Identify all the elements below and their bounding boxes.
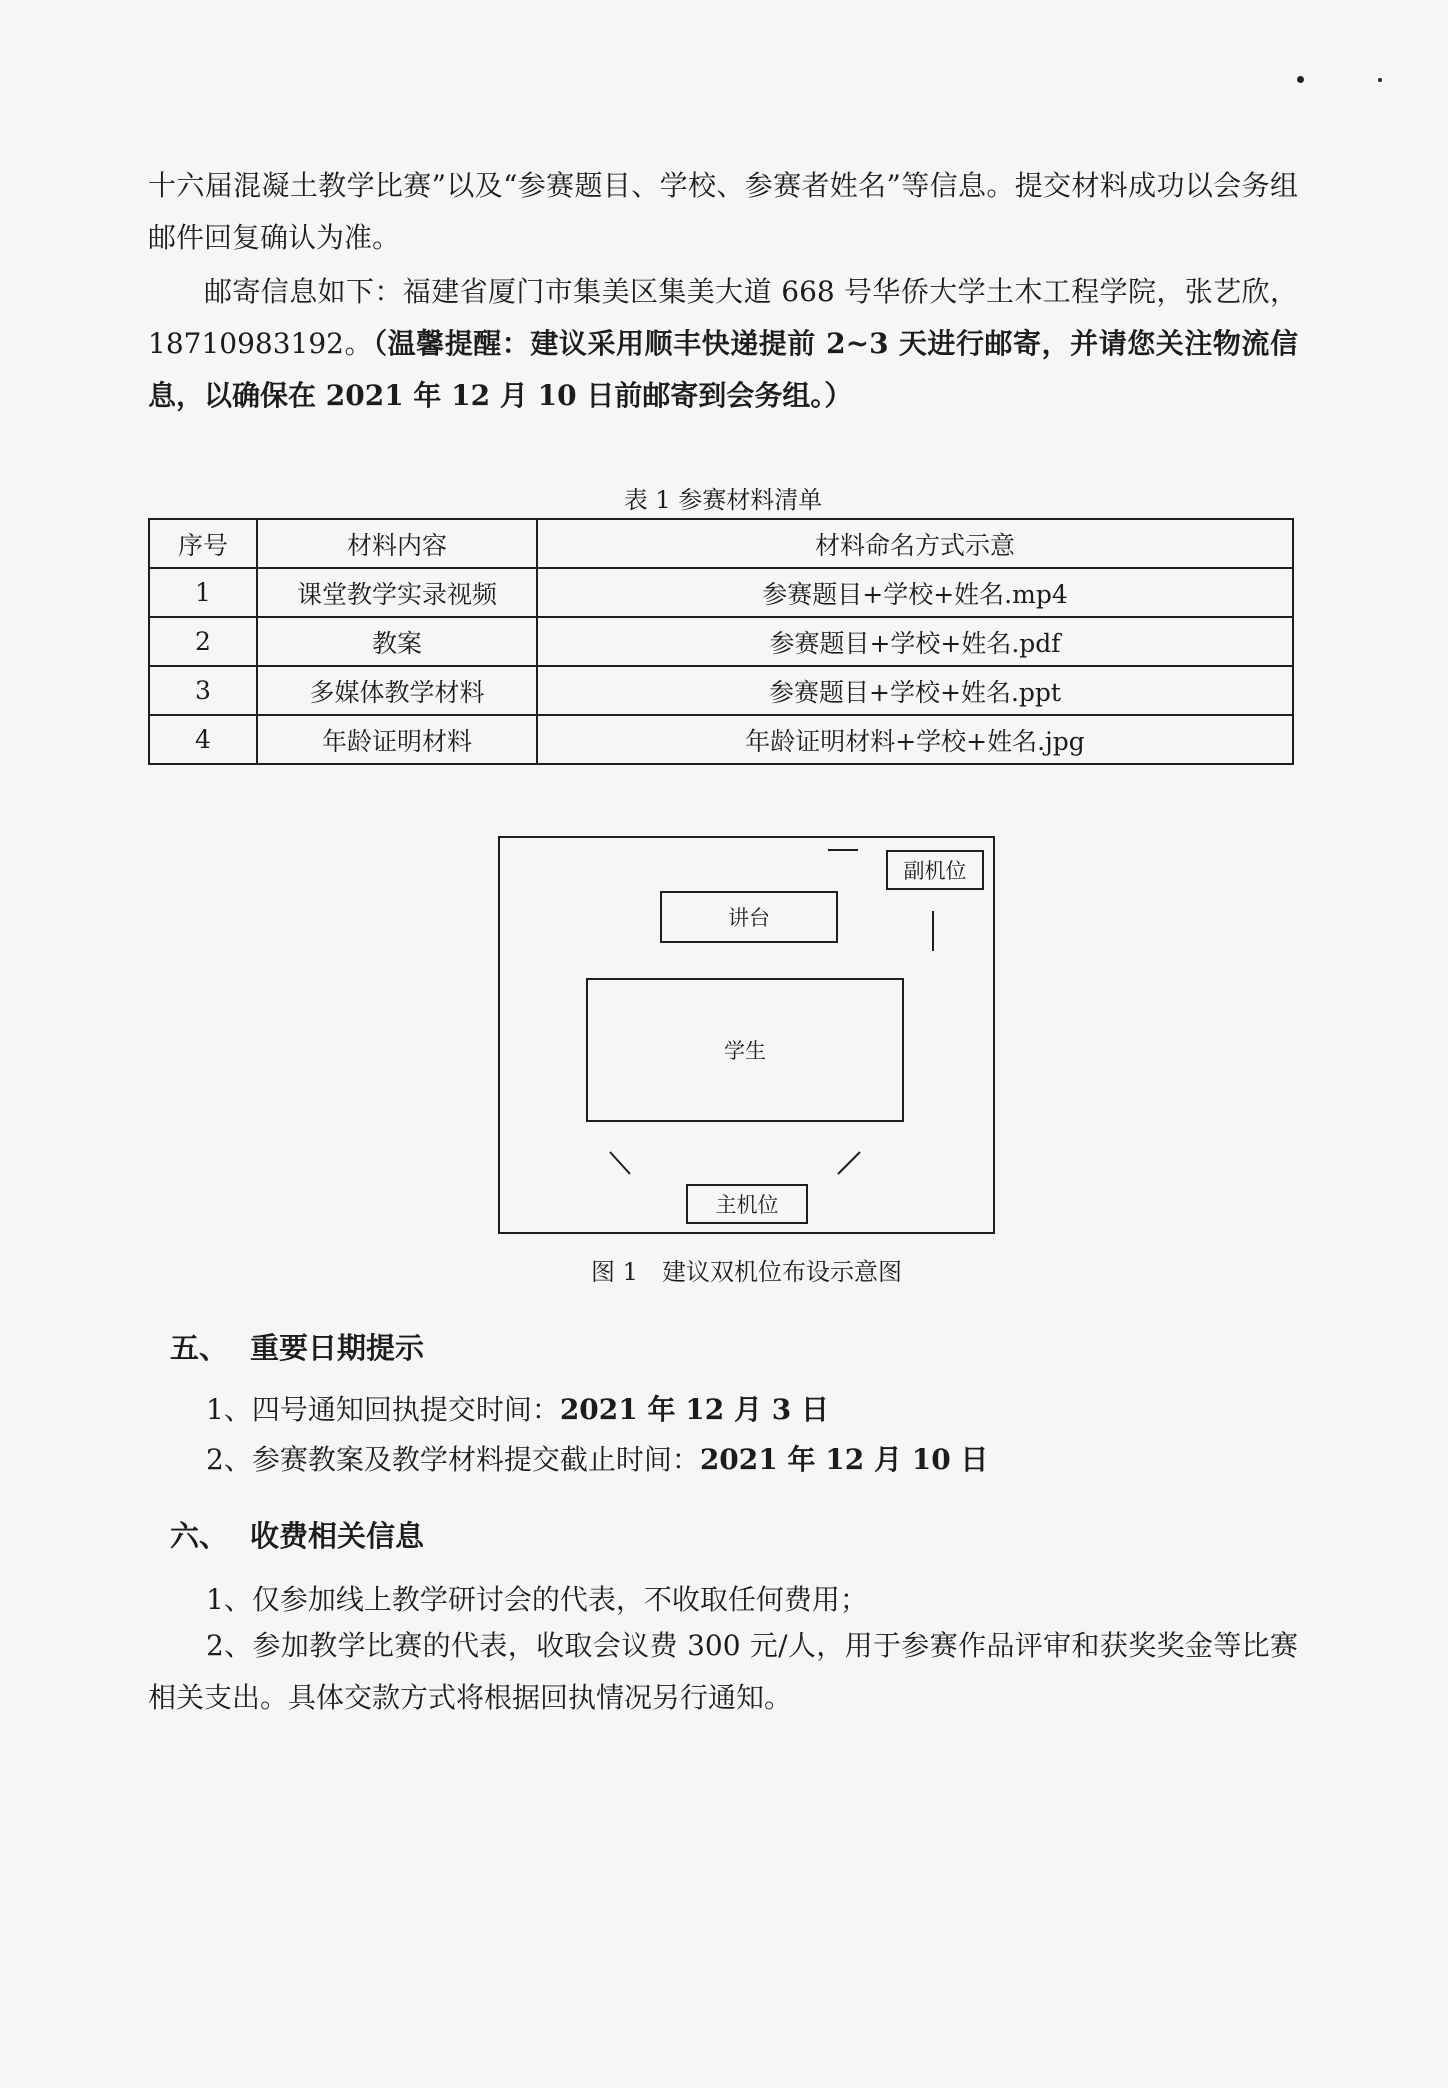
cell-naming: 参赛题目+学校+姓名.ppt <box>537 666 1293 715</box>
section-six-heading <box>170 1514 424 1555</box>
scan-speck <box>1297 76 1304 83</box>
materials-table <box>148 518 1294 765</box>
date-item-value: 2021 年 12 月 3 日 <box>559 1393 829 1426</box>
header-naming: 材料命名方式示意 <box>537 519 1293 568</box>
podium-box: 讲台 <box>660 891 838 943</box>
fee-item-2: 2、参加教学比赛的代表，收取会议费 300 元/人，用于参赛作品评审和获奖奖金等比赛相关支出。具体交款方式将根据回执情况另行通知。 <box>148 1629 1298 1714</box>
paragraph-submission-note: 十六届混凝土教学比赛”以及“参赛题目、学校、参赛者姓名”等信息。提交材料成功以会务组邮件回复确认为准。 <box>148 169 1298 254</box>
scan-speck <box>1378 78 1382 82</box>
date-item-label: 2、参赛教案及教学材料提交截止时间： <box>206 1443 700 1476</box>
mailing-reminder: （温馨提醒：建议采用顺丰快递提前 2~3 天进行邮寄，并请您关注物流信息，以确保在 2021 年 12 月 10 日前邮寄到会务组。） <box>148 327 1298 412</box>
cell-index: 2 <box>149 617 257 666</box>
cell-content: 多媒体教学材料 <box>257 666 537 715</box>
students-box: 学生 <box>586 978 904 1122</box>
table-row <box>149 568 1293 617</box>
paragraph-mailing-info <box>148 266 1298 422</box>
mailing-address: 邮寄信息如下：福建省厦门市集美区集美大道 668 号华侨大学土木工程学院，张艺欣，18710983192。 <box>148 275 1298 360</box>
cell-index: 3 <box>149 666 257 715</box>
date-item <box>206 1388 829 1428</box>
camera-view-line-right <box>838 1152 860 1174</box>
cell-content: 课堂教学实录视频 <box>257 568 537 617</box>
secondary-camera-box: 副机位 <box>886 850 984 890</box>
fee-item-1: 1、仅参加线上教学研讨会的代表，不收取任何费用； <box>206 1583 868 1616</box>
table-caption: 表 1 参赛材料清单 <box>623 486 823 514</box>
section-five-title: 重要日期提示 <box>250 1331 425 1365</box>
figure-caption: 图 1 建议双机位布设示意图 <box>591 1258 902 1286</box>
table-row <box>149 715 1293 764</box>
section-six-number: 六、 <box>170 1519 229 1553</box>
header-index: 序号 <box>149 519 257 568</box>
cell-content: 年龄证明材料 <box>257 715 537 764</box>
table-row <box>149 617 1293 666</box>
section-six-title: 收费相关信息 <box>250 1519 425 1553</box>
cell-index: 4 <box>149 715 257 764</box>
table-row <box>149 666 1293 715</box>
date-item-value: 2021 年 12 月 10 日 <box>699 1443 989 1476</box>
camera-view-lines <box>500 838 993 1232</box>
header-content: 材料内容 <box>257 519 537 568</box>
camera-view-line-left <box>610 1152 630 1174</box>
cell-naming: 参赛题目+学校+姓名.mp4 <box>537 568 1293 617</box>
camera-layout-diagram <box>498 836 995 1234</box>
cell-naming: 年龄证明材料+学校+姓名.jpg <box>537 715 1293 764</box>
cell-naming: 参赛题目+学校+姓名.pdf <box>537 617 1293 666</box>
section-five-number: 五、 <box>170 1331 229 1365</box>
cell-index: 1 <box>149 568 257 617</box>
table-header-row <box>149 519 1293 568</box>
date-item <box>206 1438 988 1478</box>
section-five-heading <box>170 1326 424 1367</box>
main-camera-box: 主机位 <box>686 1184 808 1224</box>
cell-content: 教案 <box>257 617 537 666</box>
date-item-label: 1、四号通知回执提交时间： <box>206 1393 560 1426</box>
